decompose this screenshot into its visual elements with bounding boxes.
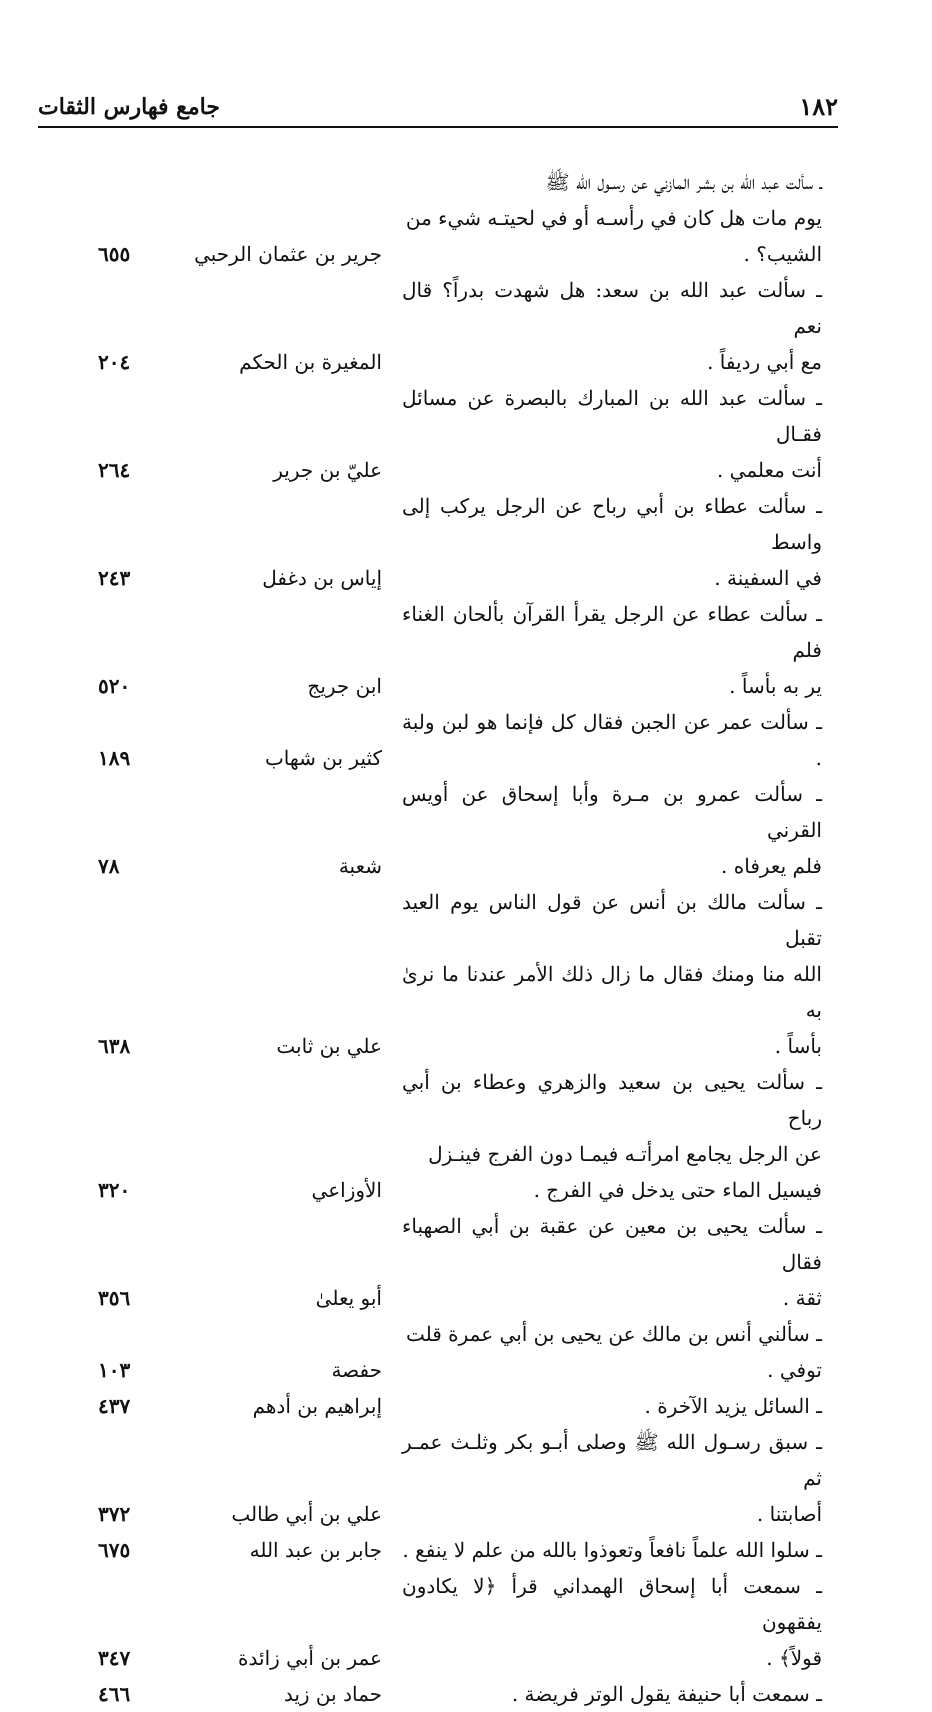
- index-entry: [0, 1064, 932, 1208]
- entry-text: ـ سألت يحيى بن سعيد والزهري وعطاء بن أبي رباح عن الرجل يجامع امرأتـه فيمـا دون الفرج فينـزل فيسيل الماء حتى يدخل في الفرج .: [402, 1070, 822, 1202]
- entry-text: ـ سألت عمر عن الجبن فقال كل فإنما هو لبن ولبة .: [402, 710, 822, 770]
- entry-text: ـ سمعت أبا حنيفة يقول الوتر فريضة .: [511, 1682, 822, 1706]
- entry-reference-number: ٢٠٤: [98, 350, 131, 374]
- index-entry: [0, 488, 932, 596]
- entry-narrator: علي بن أبي طالب: [231, 1502, 382, 1526]
- index-entry: [0, 776, 932, 884]
- entry-reference-number: ٤٣٧: [98, 1394, 131, 1418]
- entry-text: ـ سبق رسـول الله ﷺ وصلى أبـو بكر وثلـث عمـر ثم أصابتنا .: [402, 1430, 822, 1526]
- index-entry: [0, 1676, 932, 1712]
- index-entries: [0, 164, 932, 1712]
- index-entry: [0, 1568, 932, 1676]
- entry-text: ـ سألت عبد الله بن المبارك بالبصرة عن مسائل فقـال أنت معلمي .: [402, 386, 822, 482]
- entry-narrator: أبو يعلىٰ: [315, 1286, 382, 1310]
- index-entry: [0, 884, 932, 1064]
- entry-narrator: ابن جريج: [307, 674, 382, 698]
- entry-text: ـ السائل يزيد الآخرة .: [644, 1394, 822, 1418]
- page-number: ١٨٢: [799, 92, 838, 121]
- entry-narrator: علي بن ثابت: [276, 1034, 382, 1058]
- index-entry: [0, 164, 932, 272]
- entry-narrator: شعبة: [338, 854, 382, 878]
- index-entry: [0, 704, 932, 776]
- entry-narrator: عليّ بن جرير: [273, 458, 382, 482]
- entry-reference-number: ٣٢٠: [98, 1178, 131, 1202]
- page-header: [38, 92, 838, 124]
- running-title: جامع فهارس الثقات: [38, 94, 220, 120]
- entry-reference-number: ١٨٩: [98, 746, 131, 770]
- entry-narrator: حماد بن زيد: [283, 1682, 382, 1706]
- entry-narrator: عمر بن أبي زائدة: [238, 1646, 382, 1670]
- index-entry: [0, 1388, 932, 1424]
- entry-narrator: إبراهيم بن أدهم: [252, 1394, 382, 1418]
- entry-reference-number: ٣٧٢: [98, 1502, 131, 1526]
- entry-text: ـ سلوا الله علماً نافعاً وتعوذوا بالله من علم لا ينفع .: [402, 1538, 822, 1562]
- entry-reference-number: ٢٤٣: [98, 566, 131, 590]
- entry-text: ـ سألت يحيى بن معين عن عقبة بن أبي الصهباء فقال ثقة .: [402, 1214, 822, 1310]
- entry-narrator: كثير بن شهاب: [264, 746, 382, 770]
- index-entry: [0, 272, 932, 380]
- entry-text: ـ سألت مالك بن أنس عن قول الناس يوم العيد تقبل الله منا ومنك فقال ما زال ذلك الأمر عندنا ما نرىٰ به بأساً .: [402, 890, 822, 1058]
- entry-narrator: حفصة: [331, 1358, 382, 1382]
- entry-reference-number: ٣٤٧: [98, 1646, 131, 1670]
- entry-reference-number: ٦٧٥: [98, 1538, 131, 1562]
- entry-narrator: جرير بن عثمان الرحبي: [194, 242, 382, 266]
- entry-reference-number: ١٠٣: [98, 1358, 131, 1382]
- entry-text: ـ سألت عطاء بن أبي رباح عن الرجل يركب إلى واسط في السفينة .: [402, 494, 822, 590]
- entry-narrator: الأوزاعي: [311, 1178, 382, 1202]
- entry-text: ـ سمعت أبا إسحاق الهمداني قرأ ﴿لا يكادون يفقهون قولاً﴾ .: [402, 1574, 822, 1670]
- entry-narrator: جابر بن عبد الله: [249, 1538, 382, 1562]
- index-entry: [0, 380, 932, 488]
- header-rule: [38, 126, 838, 128]
- index-entry: [0, 1316, 932, 1388]
- entry-narrator: المغيرة بن الحكم: [239, 350, 382, 374]
- entry-text: ـ سألت عطاء عن الرجل يقرأ القرآن بألحان الغناء فلم ير به بأساً .: [402, 602, 822, 698]
- entry-text: ـ سألني أنس بن مالك عن يحيى بن أبي عمرة قلت توفي .: [405, 1322, 822, 1382]
- entry-text: ـ سألت عبد الله بن بشر المازني عن رسـول الله ﷺ يوم مات هل كان في رأسـه أو في لحيتـه شيء من الشيب؟ .: [405, 170, 822, 266]
- entry-reference-number: ٦٣٨: [98, 1034, 131, 1058]
- index-entry: [0, 1208, 932, 1316]
- entry-reference-number: ٥٢٠: [98, 674, 131, 698]
- entry-text: ـ سألت عبد الله بن سعد: هل شهدت بدراً؟ قال نعم مع أبي رديفاً .: [402, 278, 822, 374]
- index-entry: [0, 1532, 932, 1568]
- entry-reference-number: ٧٨: [98, 854, 120, 878]
- index-entry: [0, 596, 932, 704]
- entry-narrator: إياس بن دغفل: [262, 566, 382, 590]
- entry-reference-number: ٦٥٥: [98, 242, 131, 266]
- entry-reference-number: ٣٥٦: [98, 1286, 131, 1310]
- entry-reference-number: ٢٦٤: [98, 458, 131, 482]
- entry-text: ـ سألت عمرو بن مـرة وأبا إسحاق عن أويس القرني فلم يعرفاه .: [402, 782, 822, 878]
- entry-reference-number: ٤٦٦: [98, 1682, 131, 1706]
- index-entry: [0, 1424, 932, 1532]
